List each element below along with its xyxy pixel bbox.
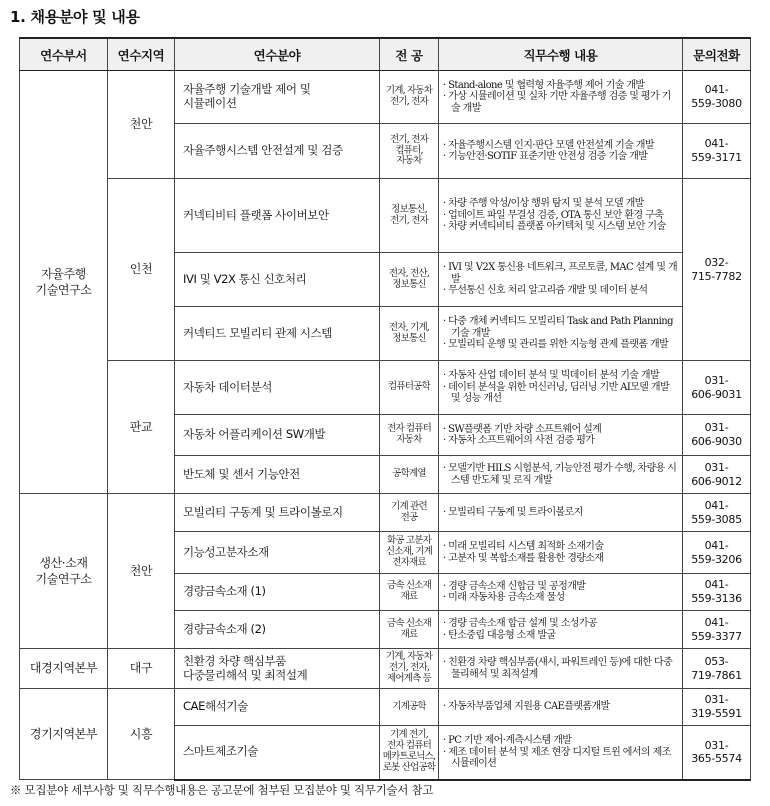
duties-cell — [439, 415, 683, 456]
field-cell: 자율주행 기술개발 제어 및 시뮬레이션 — [175, 71, 380, 124]
duties-cell — [439, 494, 683, 532]
duty-item: · 친환경 차량 핵심부품(섀시, 파워트레인 등)에 대한 다중물리해석 및 최적설계 — [443, 657, 673, 680]
duty-item: · 자동차 소프트웨어의 사전 검증 평가 — [443, 435, 595, 446]
major-cell: 정보통신, 전기, 전자 — [380, 179, 439, 253]
duties-cell — [439, 456, 683, 494]
table-row — [20, 649, 751, 689]
duty-item: · 차량 커넥티비티 플랫폼 아키텍처 및 시스템 보안 기술 — [443, 221, 666, 233]
section-title: 1. 채용분야 및 내용 — [10, 8, 140, 26]
major-cell: 전자, 전산, 정보통신 — [380, 253, 439, 307]
major-cell: 기계, 자동차 전기, 전자, 제어계측 등 — [380, 649, 439, 689]
duties-cell — [439, 307, 683, 361]
duty-item: · 자동차 산업 데이터 분석 및 빅데이터 분석 기술 개발 — [443, 370, 660, 382]
duty-item: · Stand-alone 및 협력형 자율주행 제어 기술 개발 — [443, 79, 645, 91]
location-cell: 대구 — [108, 649, 175, 689]
duty-item: · 자율주행시스템 인지·판단 모델 안전설계 기술 개발 — [443, 139, 654, 151]
major-cell: 기계 전기, 전자 컴퓨터 메카트로닉스, 로봇 산업공학 — [380, 726, 439, 780]
field-cell: 자율주행시스템 안전설계 및 검증 — [175, 124, 380, 179]
duty-item: · SW플랫폼 기반 차량 소프트웨어 설계 — [443, 423, 602, 435]
phone-cell: 031- 319-5591 — [683, 689, 751, 726]
duties-cell — [439, 532, 683, 574]
duty-item: · 모빌리티 운행 및 관리를 위한 지능형 관제 플랫폼 개발 — [443, 339, 669, 351]
header-major: 전 공 — [380, 38, 439, 71]
table-row — [20, 71, 751, 124]
duties-cell — [439, 611, 683, 649]
duty-item: · 자동차부품업체 지원용 CAE플랫폼개발 — [443, 701, 610, 713]
duty-item: · 경량 금속소재 신합금 및 공정개발 — [443, 580, 586, 592]
field-cell: 자동차 어플리케이션 SW개발 — [175, 415, 380, 456]
major-cell: 화공 고분자 신소재, 기계 전자재료 — [380, 532, 439, 574]
field-cell: 경량금속소재 (1) — [175, 574, 380, 611]
table-row — [20, 361, 751, 415]
duties-cell — [439, 179, 683, 253]
duty-item: · 업데이트 파일 무결성 검증, OTA 통신 보안 환경 구축 — [443, 209, 664, 221]
major-cell: 금속 신소재 재료 — [380, 574, 439, 611]
phone-cell: 031- 606-9012 — [683, 456, 751, 494]
table-row — [20, 689, 751, 726]
field-cell: IVI 및 V2X 통신 신호처리 — [175, 253, 380, 307]
major-cell: 금속 신소재 재료 — [380, 611, 439, 649]
location-cell: 천안 — [108, 494, 175, 649]
phone-cell: 041- 559-3206 — [683, 532, 751, 574]
phone-cell: 031- 606-9031 — [683, 361, 751, 415]
field-cell: 스마트제조기술 — [175, 726, 380, 780]
duty-item: · 고분자 및 복합소재를 활용한 경량소재 — [443, 552, 604, 564]
duties-cell — [439, 71, 683, 124]
dept-cell: 경기지역본부 — [20, 689, 108, 780]
major-cell: 기계 관련 전공 — [380, 494, 439, 532]
major-cell: 전자 컴퓨터 자동차 — [380, 415, 439, 456]
dept-cell: 생산·소재 기술연구소 — [20, 494, 108, 649]
major-cell: 공학계열 — [380, 456, 439, 494]
location-cell: 시흥 — [108, 689, 175, 780]
recruitment-table — [19, 37, 751, 781]
field-cell: 반도체 및 센서 기능안전 — [175, 456, 380, 494]
footnote: ※ 모집분야 세부사항 및 직무수행내용은 공고문에 첨부된 모집분야 및 직무기술서 참고 — [10, 783, 434, 797]
duties-cell — [439, 726, 683, 780]
duty-item: · 가상 시뮬레이션 및 실차 기반 자율주행 검증 및 평가 기술 개발 — [443, 91, 671, 114]
major-cell: 컴퓨터공학 — [380, 361, 439, 415]
field-cell: 커넥티비티 플랫폼 사이버보안 — [175, 179, 380, 253]
phone-cell: 031- 606-9030 — [683, 415, 751, 456]
duties-cell — [439, 689, 683, 726]
major-cell: 기계공학 — [380, 689, 439, 726]
duty-item: · 모델기반 HILS 시험분석, 기능안전 평가 수행, 차량용 시스템 반도체 및 로직 개발 — [443, 463, 677, 486]
phone-cell: 053- 719-7861 — [683, 649, 751, 689]
header-phone: 문의전화 — [683, 38, 751, 71]
duty-item: · 차량 주행 악성/이상 행위 탐지 및 분석 모델 개발 — [443, 198, 644, 210]
major-cell: 기계, 자동차 전기, 전자 — [380, 71, 439, 124]
duties-cell — [439, 253, 683, 307]
duty-item: · 모빌리티 구동계 및 트라이볼로지 — [443, 506, 583, 518]
field-cell: 커넥티드 모빌리티 관제 시스템 — [175, 307, 380, 361]
duty-item: · IVI 및 V2X 통신용 네트워크, 프로토콜, MAC 설계 및 개발 — [443, 262, 678, 285]
duties-cell — [439, 124, 683, 179]
phone-cell: 041- 559-3136 — [683, 574, 751, 611]
major-cell: 전자, 기계, 정보통신 — [380, 307, 439, 361]
phone-cell: 041- 559-3085 — [683, 494, 751, 532]
header-field: 연수분야 — [175, 38, 380, 71]
duty-item: · 제조 데이터 분석 및 제조 현장 디지털 트윈 에서의 제조 시뮬레이션 — [443, 746, 671, 769]
field-cell: 친환경 차량 핵심부품 다중물리해석 및 최적설계 — [175, 649, 380, 689]
phone-cell: 041- 559-3377 — [683, 611, 751, 649]
duty-item: · 무선통신 신호 처리 알고리즘 개발 및 데이터 분석 — [443, 285, 648, 297]
duty-item: · 기능안전·SOTIF 표준기반 안전성 검증 기술 개발 — [443, 151, 648, 162]
duty-item: · PC 기반 제어·계측시스템 개발 — [443, 735, 572, 746]
location-cell: 판교 — [108, 361, 175, 494]
duties-cell — [439, 649, 683, 689]
phone-cell: 041- 559-3080 — [683, 71, 751, 124]
duty-item: · 경량 금속소재 합금 설계 및 소성가공 — [443, 618, 597, 629]
duty-item: · 다중 개체 커넥티드 모빌리티 Task and Path Planning 기술 개발 — [443, 316, 673, 339]
location-cell: 인천 — [108, 179, 175, 361]
duties-cell — [439, 361, 683, 415]
field-cell: 기능성고분자소재 — [175, 532, 380, 574]
major-cell: 전기, 전자 컴퓨터, 자동차 — [380, 124, 439, 179]
duty-item: · 미래 모빌리티 시스템 최적화 소재기술 — [443, 541, 604, 552]
phone-cell: 031- 365-5574 — [683, 726, 751, 780]
duty-item: · 탄소중립 대응형 소재 발굴 — [443, 629, 556, 641]
table-row — [20, 179, 751, 253]
duties-cell — [439, 574, 683, 611]
table-row — [20, 494, 751, 532]
field-cell: 모빌리티 구동계 및 트라이볼로지 — [175, 494, 380, 532]
phone-cell: 041- 559-3171 — [683, 124, 751, 179]
header-dept: 연수부서 — [20, 38, 108, 71]
header-row — [20, 38, 751, 71]
duty-item: · 데이터 분석을 위한 머신러닝, 딥러닝 기반 AI모델 개발 및 성능 개선 — [443, 381, 670, 405]
dept-cell: 자율주행 기술연구소 — [20, 71, 108, 494]
field-cell: 경량금속소재 (2) — [175, 611, 380, 649]
location-cell: 천안 — [108, 71, 175, 179]
header-duties: 직무수행 내용 — [439, 38, 683, 71]
header-location: 연수지역 — [108, 38, 175, 71]
phone-cell: 032- 715-7782 — [683, 179, 751, 361]
dept-cell: 대경지역본부 — [20, 649, 108, 689]
field-cell: CAE해석기술 — [175, 689, 380, 726]
field-cell: 자동차 데이터분석 — [175, 361, 380, 415]
duty-item: · 미래 자동차용 금속소재 물성 — [443, 592, 565, 603]
